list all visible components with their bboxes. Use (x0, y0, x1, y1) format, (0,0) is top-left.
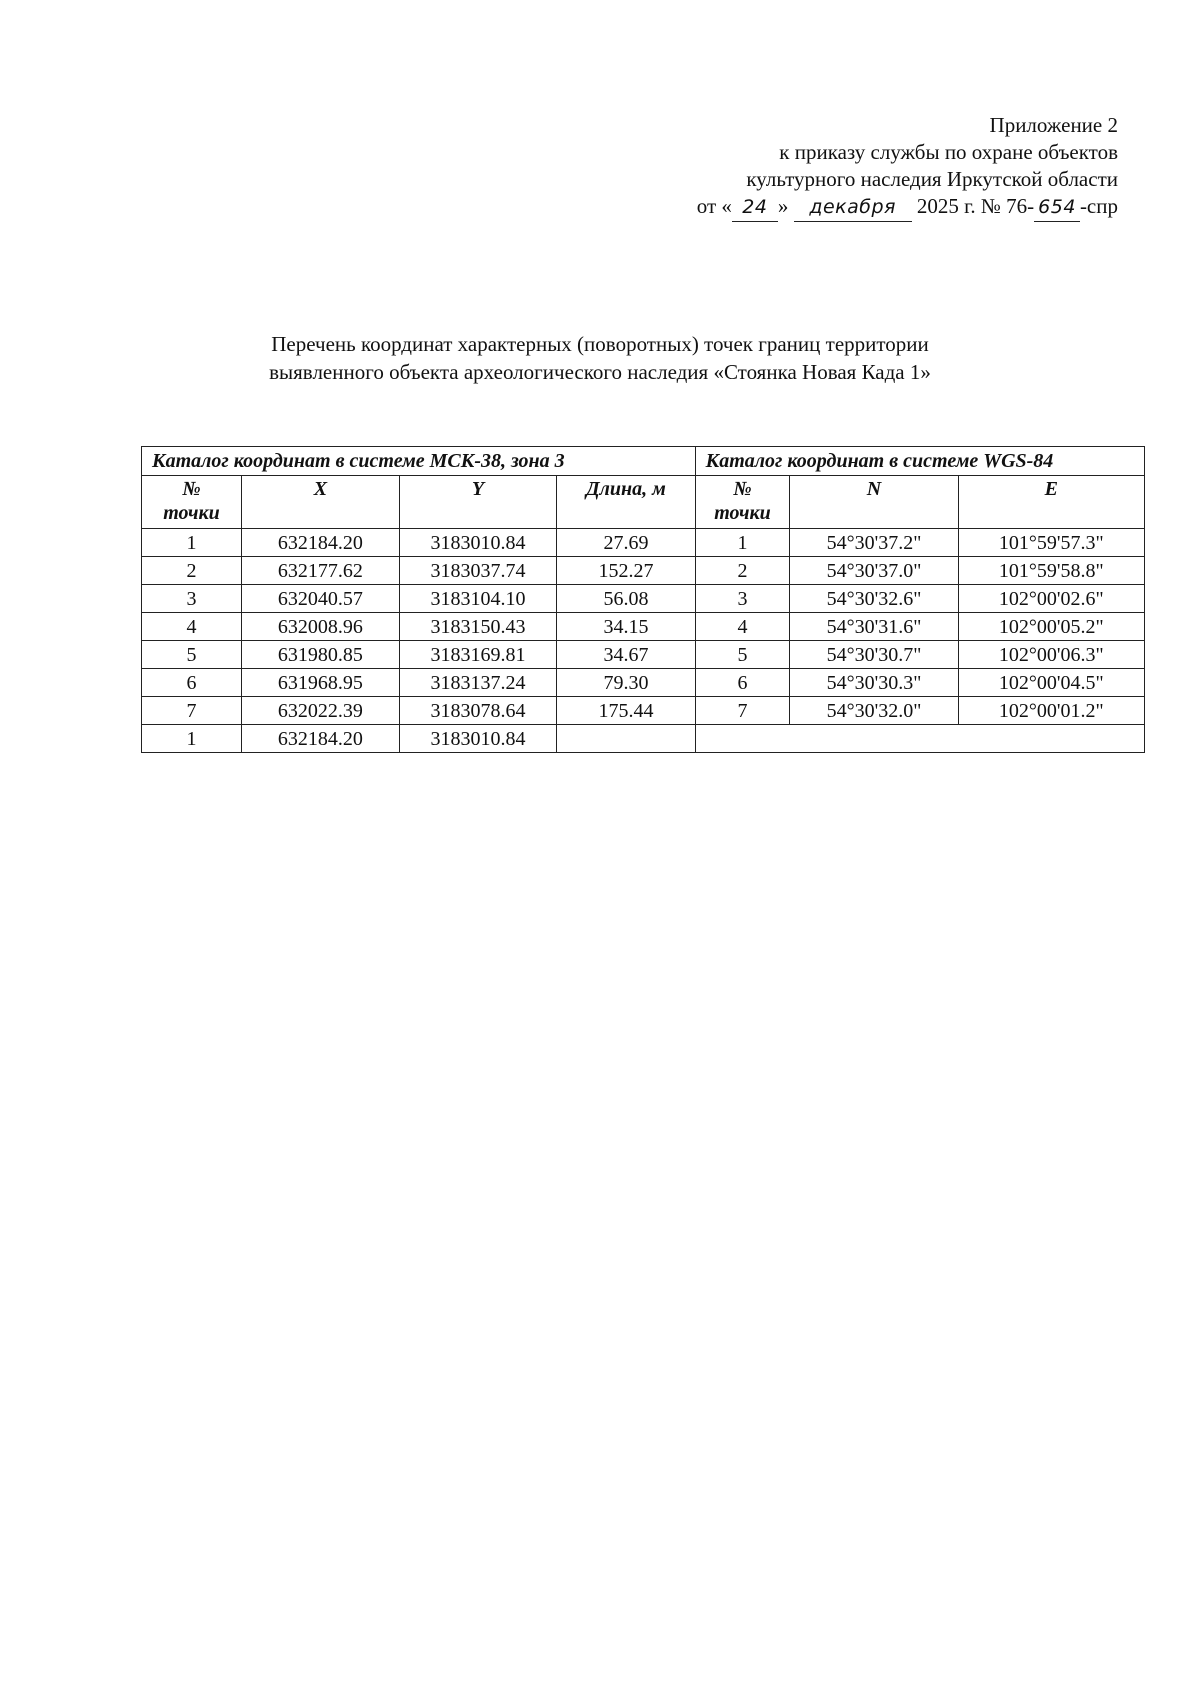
coord-x: 632184.20 (242, 529, 400, 557)
table-row (142, 585, 1145, 613)
coord-x: 632184.20 (242, 725, 400, 753)
table-row (142, 557, 1145, 585)
coord-n: 54°30'30.7" (790, 641, 958, 669)
title-line-2: выявленного объекта археологического наследия «Стоянка Новая Када 1» (269, 360, 931, 384)
segment-length: 34.15 (557, 613, 695, 641)
appendix-block (518, 112, 1118, 222)
empty-length-cell (557, 725, 695, 753)
coord-y: 3183078.64 (399, 697, 557, 725)
segment-length: 27.69 (557, 529, 695, 557)
coord-x: 632008.96 (242, 613, 400, 641)
handwritten-month: декабря (794, 194, 912, 222)
coord-x: 632040.57 (242, 585, 400, 613)
closing-row (142, 725, 1145, 753)
appendix-order-line: к приказу службы по охране объектов (779, 140, 1118, 164)
table-row (142, 641, 1145, 669)
coord-y: 3183137.24 (399, 669, 557, 697)
coord-n: 54°30'37.0" (790, 557, 958, 585)
table-row (142, 613, 1145, 641)
coord-y: 3183010.84 (399, 725, 557, 753)
col-point-number: № точки (142, 476, 242, 529)
date-prefix: от « (696, 194, 732, 218)
point-number-wgs: 3 (695, 585, 790, 613)
coord-x: 631980.85 (242, 641, 400, 669)
msk-catalog-header: Каталог координат в системе МСК-38, зона 3 (142, 447, 696, 476)
coord-y: 3183104.10 (399, 585, 557, 613)
point-number-wgs: 6 (695, 669, 790, 697)
column-header-row (142, 476, 1145, 529)
point-number: 1 (142, 529, 242, 557)
coord-x: 632022.39 (242, 697, 400, 725)
coord-e: 101°59'58.8" (958, 557, 1144, 585)
point-number-wgs: 2 (695, 557, 790, 585)
coord-n: 54°30'37.2" (790, 529, 958, 557)
coordinates-table (141, 446, 1145, 753)
empty-wgs-cell (695, 725, 1144, 753)
segment-length: 34.67 (557, 641, 695, 669)
table-row (142, 697, 1145, 725)
point-number: 7 (142, 697, 242, 725)
point-number: 2 (142, 557, 242, 585)
col-n: N (790, 476, 958, 529)
point-number-wgs: 5 (695, 641, 790, 669)
coord-e: 102°00'02.6" (958, 585, 1144, 613)
coord-e: 102°00'05.2" (958, 613, 1144, 641)
appendix-date-line (518, 193, 1118, 222)
col-y: Y (399, 476, 557, 529)
segment-length: 175.44 (557, 697, 695, 725)
point-number: 6 (142, 669, 242, 697)
appendix-title: Приложение 2 (989, 113, 1118, 137)
coord-e: 102°00'01.2" (958, 697, 1144, 725)
handwritten-order-number: 654 (1034, 194, 1080, 222)
title-line-1: Перечень координат характерных (поворотных) точек границ территории (271, 332, 929, 356)
col-x: X (242, 476, 400, 529)
table-row (142, 669, 1145, 697)
point-number: 5 (142, 641, 242, 669)
coord-x: 632177.62 (242, 557, 400, 585)
col-e: E (958, 476, 1144, 529)
point-number-wgs: 7 (695, 697, 790, 725)
point-number-wgs: 1 (695, 529, 790, 557)
coord-n: 54°30'31.6" (790, 613, 958, 641)
coord-n: 54°30'32.0" (790, 697, 958, 725)
handwritten-day: 24 (732, 194, 778, 222)
order-suffix: -спр (1079, 194, 1118, 218)
coord-y: 3183010.84 (399, 529, 557, 557)
point-number: 1 (142, 725, 242, 753)
coord-y: 3183037.74 (399, 557, 557, 585)
wgs-catalog-header: Каталог координат в системе WGS-84 (695, 447, 1144, 476)
point-number: 4 (142, 613, 242, 641)
table-row (142, 529, 1145, 557)
segment-length: 152.27 (557, 557, 695, 585)
coord-e: 102°00'06.3" (958, 641, 1144, 669)
catalog-header-row (142, 447, 1145, 476)
col-point-number-wgs: № точки (695, 476, 790, 529)
document-title (0, 330, 1200, 386)
coord-x: 631968.95 (242, 669, 400, 697)
point-number-wgs: 4 (695, 613, 790, 641)
coord-y: 3183169.81 (399, 641, 557, 669)
quote-close: » (777, 194, 789, 218)
year-text: 2025 г. № 76- (916, 194, 1035, 218)
coord-y: 3183150.43 (399, 613, 557, 641)
coord-n: 54°30'30.3" (790, 669, 958, 697)
segment-length: 56.08 (557, 585, 695, 613)
coord-n: 54°30'32.6" (790, 585, 958, 613)
segment-length: 79.30 (557, 669, 695, 697)
point-number: 3 (142, 585, 242, 613)
coord-e: 101°59'57.3" (958, 529, 1144, 557)
coord-e: 102°00'04.5" (958, 669, 1144, 697)
col-length: Длина, м (557, 476, 695, 529)
appendix-service-line: культурного наследия Иркутской области (746, 167, 1118, 191)
